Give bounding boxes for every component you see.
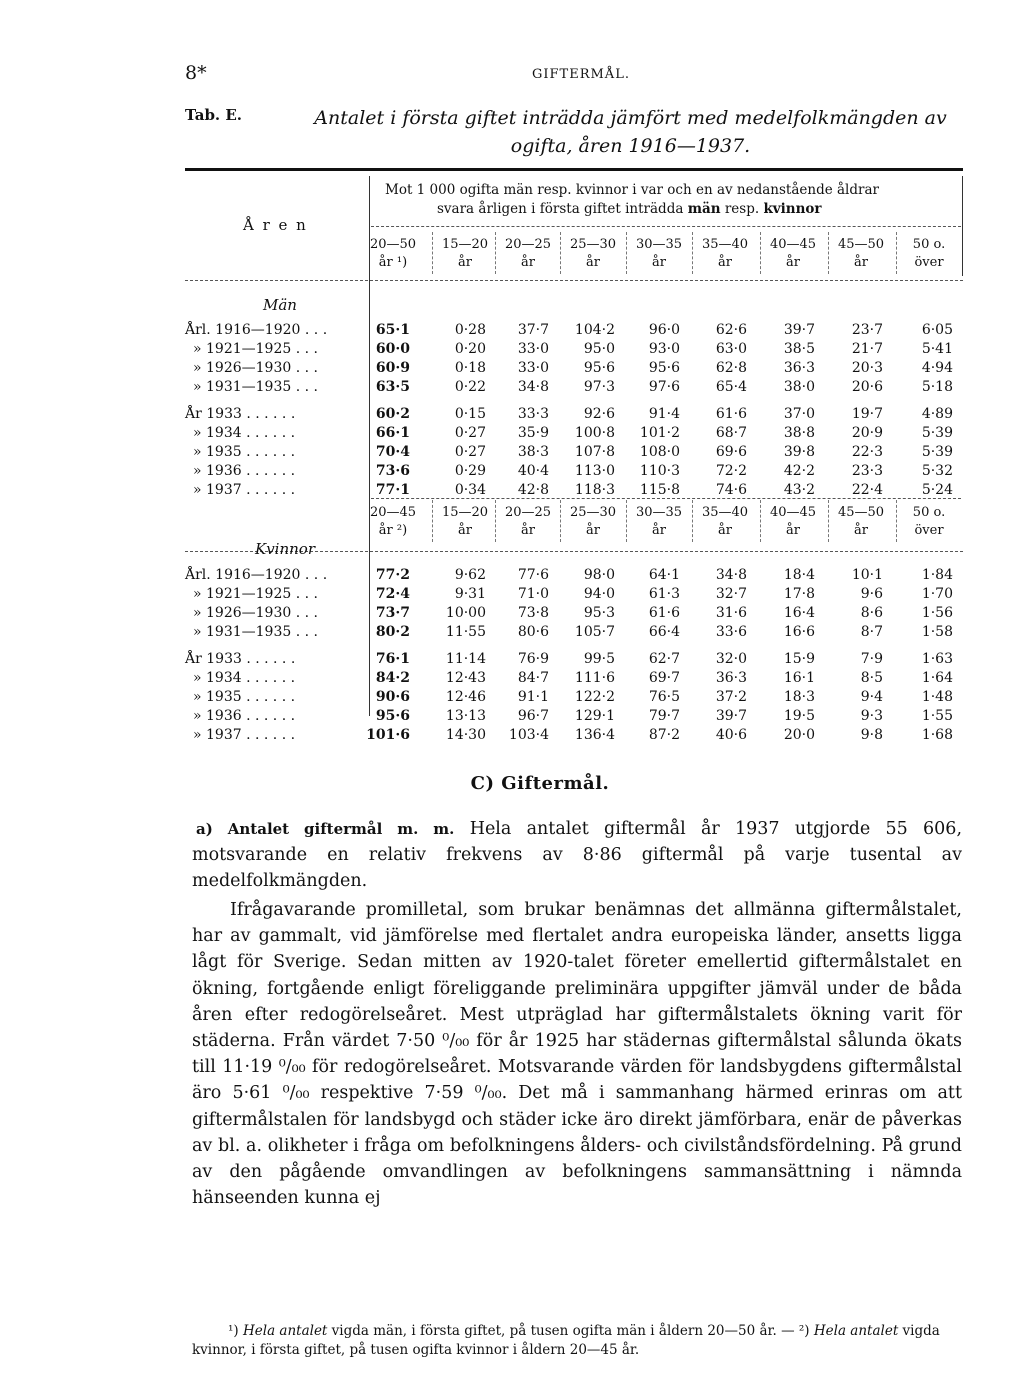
men-cell: 5·24 bbox=[921, 482, 953, 498]
women-col-header-4 bbox=[627, 504, 691, 540]
women-col-separator bbox=[495, 500, 496, 542]
women-cell: 12·46 bbox=[445, 689, 486, 705]
men-cell: 96·0 bbox=[648, 322, 680, 338]
men-col-header-2 bbox=[496, 236, 560, 272]
women-col-header-unit: år bbox=[718, 523, 732, 538]
women-cell: 16·6 bbox=[783, 624, 815, 640]
women-cell: 40·6 bbox=[715, 727, 747, 743]
women-cell: 33·6 bbox=[715, 624, 747, 640]
men-cell: 23·3 bbox=[851, 463, 883, 479]
women-cell: 122·2 bbox=[574, 689, 615, 705]
women-cell: 9·62 bbox=[454, 567, 486, 583]
women-cell: 1·48 bbox=[921, 689, 953, 705]
women-col-header-unit: år bbox=[652, 523, 666, 538]
men-cell: 104·2 bbox=[574, 322, 615, 338]
men-col-separator bbox=[626, 232, 627, 274]
men-row-label: » 1921—1925 . . . bbox=[193, 341, 318, 357]
footnote-2-marker: ²) bbox=[798, 1323, 810, 1339]
men-col-separator bbox=[760, 232, 761, 274]
women-col-header-unit: år bbox=[458, 523, 472, 538]
table-title-line-1: Antalet i första giftet inträdda jämfört med medelfolkmängden av bbox=[314, 107, 947, 129]
men-cell: 65·1 bbox=[375, 322, 410, 338]
men-cell: 60·9 bbox=[375, 360, 410, 376]
men-cell: 21·7 bbox=[851, 341, 883, 357]
women-cell: 77·6 bbox=[517, 567, 549, 583]
men-cell: 6·05 bbox=[921, 322, 953, 338]
women-cell: 80·6 bbox=[517, 624, 549, 640]
men-col-header-8 bbox=[897, 236, 961, 272]
men-cell: 20·3 bbox=[851, 360, 883, 376]
men-cell: 39·8 bbox=[783, 444, 815, 460]
men-cell: 35·9 bbox=[517, 425, 549, 441]
men-cell: 5·39 bbox=[921, 444, 953, 460]
men-cell: 97·6 bbox=[648, 379, 680, 395]
men-cell: 0·15 bbox=[454, 406, 486, 422]
women-cell: 11·14 bbox=[445, 651, 486, 667]
women-cell: 1·56 bbox=[921, 605, 953, 621]
women-cell: 36·3 bbox=[715, 670, 747, 686]
women-cell: 17·8 bbox=[783, 586, 815, 602]
women-col-header-unit: år bbox=[854, 523, 868, 538]
women-col-header-range: 25—30 bbox=[569, 505, 617, 520]
paragraph-1-text: Hela antalet giftermål år 1937 utgjorde 55 606, motsvarande en relativ frekvens av 8·86 giftermål på varje tusental av medelfolkmängden. bbox=[192, 819, 963, 892]
women-cell: 16·4 bbox=[783, 605, 815, 621]
data-table bbox=[185, 168, 963, 743]
table-title bbox=[298, 104, 963, 160]
men-cell: 33·0 bbox=[517, 341, 549, 357]
group-header-line-1: Mot 1 000 ogifta män resp. kvinnor i var och en av nedanstående åldrar bbox=[385, 182, 879, 198]
men-cell: 62·6 bbox=[715, 322, 747, 338]
men-cell: 93·0 bbox=[648, 341, 680, 357]
women-cell: 31·6 bbox=[715, 605, 747, 621]
women-cell: 84·7 bbox=[517, 670, 549, 686]
women-cell: 1·70 bbox=[921, 586, 953, 602]
women-cell: 90·6 bbox=[375, 689, 410, 705]
men-cell: 118·3 bbox=[574, 482, 615, 498]
women-cell: 98·0 bbox=[583, 567, 615, 583]
men-cell: 68·7 bbox=[715, 425, 747, 441]
women-cell: 80·2 bbox=[375, 624, 410, 640]
women-cell: 20·0 bbox=[783, 727, 815, 743]
group-header-line-2 bbox=[437, 201, 822, 217]
men-row-label: » 1937 . . . . . . bbox=[193, 482, 296, 498]
men-cell: 91·4 bbox=[648, 406, 680, 422]
women-cell: 10·00 bbox=[445, 605, 486, 621]
stub-header: Å r e n bbox=[243, 216, 308, 234]
women-col-header-7 bbox=[829, 504, 893, 540]
men-col-header-range: 35—40 bbox=[701, 237, 749, 252]
women-col-separator bbox=[432, 500, 433, 542]
women-cell: 111·6 bbox=[574, 670, 615, 686]
women-cell: 13·13 bbox=[445, 708, 486, 724]
men-col-header-unit: år ¹) bbox=[378, 255, 408, 270]
women-cell: 37·2 bbox=[715, 689, 747, 705]
women-col-header-unit: år ²) bbox=[378, 523, 408, 538]
women-col-header-1 bbox=[433, 504, 497, 540]
women-cell: 19·5 bbox=[783, 708, 815, 724]
women-cell: 9·3 bbox=[860, 708, 883, 724]
men-col-header-range: 45—50 bbox=[837, 237, 885, 252]
men-col-header-5 bbox=[693, 236, 757, 272]
table-top-rule bbox=[185, 168, 963, 171]
women-cell: 11·55 bbox=[445, 624, 486, 640]
women-cell: 1·55 bbox=[921, 708, 953, 724]
women-cell: 1·63 bbox=[921, 651, 953, 667]
women-col-header-5 bbox=[693, 504, 757, 540]
section-title: C) Giftermål. bbox=[470, 773, 610, 794]
group-header-men: män bbox=[687, 201, 721, 217]
women-cell: 61·3 bbox=[648, 586, 680, 602]
men-col-header-unit: år bbox=[652, 255, 666, 270]
men-section-label: Män bbox=[263, 296, 297, 314]
women-col-header-range: 45—50 bbox=[837, 505, 885, 520]
women-row-label: Årl. 1916—1920 . . . bbox=[185, 567, 328, 583]
women-cell: 1·64 bbox=[921, 670, 953, 686]
men-cell: 0·29 bbox=[454, 463, 486, 479]
women-cell: 71·0 bbox=[517, 586, 549, 602]
footnote-1-italic: Hela antalet bbox=[242, 1323, 328, 1339]
women-row-label: » 1926—1930 . . . bbox=[193, 605, 318, 621]
men-cell: 5·32 bbox=[921, 463, 953, 479]
men-cell: 34·8 bbox=[517, 379, 549, 395]
men-col-separator bbox=[432, 232, 433, 274]
men-cell: 0·27 bbox=[454, 425, 486, 441]
women-cell: 39·7 bbox=[715, 708, 747, 724]
men-col-header-unit: år bbox=[521, 255, 535, 270]
men-cell: 0·34 bbox=[454, 482, 486, 498]
men-cell: 38·3 bbox=[517, 444, 549, 460]
women-col-header-2 bbox=[496, 504, 560, 540]
women-cell: 10·1 bbox=[851, 567, 883, 583]
men-cell: 37·0 bbox=[783, 406, 815, 422]
men-cell: 5·41 bbox=[921, 341, 953, 357]
men-col-header-range: 20—25 bbox=[504, 237, 552, 252]
men-cell: 36·3 bbox=[783, 360, 815, 376]
women-cell: 9·6 bbox=[860, 586, 883, 602]
women-col-header-range: 50 o. bbox=[912, 505, 946, 520]
men-cell: 0·27 bbox=[454, 444, 486, 460]
women-cell: 76·1 bbox=[375, 651, 410, 667]
men-cell: 100·8 bbox=[574, 425, 615, 441]
women-cell: 62·7 bbox=[648, 651, 680, 667]
men-cell: 42·8 bbox=[517, 482, 549, 498]
men-col-header-unit: år bbox=[586, 255, 600, 270]
men-cell: 115·8 bbox=[639, 482, 680, 498]
men-row-label: » 1934 . . . . . . bbox=[193, 425, 296, 441]
men-cell: 0·18 bbox=[454, 360, 486, 376]
women-row-label: » 1935 . . . . . . bbox=[193, 689, 296, 705]
women-col-header-unit: år bbox=[521, 523, 535, 538]
men-cell: 62·8 bbox=[715, 360, 747, 376]
men-cell: 0·20 bbox=[454, 341, 486, 357]
men-cell: 42·2 bbox=[783, 463, 815, 479]
women-col-header-range: 35—40 bbox=[701, 505, 749, 520]
women-cell: 18·4 bbox=[783, 567, 815, 583]
men-cell: 33·3 bbox=[517, 406, 549, 422]
men-cell: 74·6 bbox=[715, 482, 747, 498]
men-col-header-range: 50 o. bbox=[912, 237, 946, 252]
men-cell: 5·18 bbox=[921, 379, 953, 395]
women-col-separator bbox=[692, 500, 693, 542]
women-cell: 105·7 bbox=[574, 624, 615, 640]
women-cell: 136·4 bbox=[574, 727, 615, 743]
women-col-header-8 bbox=[897, 504, 961, 540]
women-cell: 84·2 bbox=[375, 670, 410, 686]
men-col-header-unit: över bbox=[914, 255, 944, 270]
paragraph-1 bbox=[192, 816, 962, 895]
women-cell: 16·1 bbox=[783, 670, 815, 686]
men-row-label: » 1926—1930 . . . bbox=[193, 360, 318, 376]
men-cell: 19·7 bbox=[851, 406, 883, 422]
women-col-header-range: 30—35 bbox=[635, 505, 683, 520]
women-cell: 15·9 bbox=[783, 651, 815, 667]
women-cell: 76·5 bbox=[648, 689, 680, 705]
men-cell: 0·28 bbox=[454, 322, 486, 338]
men-col-header-7 bbox=[829, 236, 893, 272]
men-cell: 23·7 bbox=[851, 322, 883, 338]
women-cell: 94·0 bbox=[583, 586, 615, 602]
men-cell: 77·1 bbox=[375, 482, 410, 498]
women-cell: 66·4 bbox=[648, 624, 680, 640]
paragraph-1-lead: a) Antalet giftermål m. m. bbox=[196, 820, 455, 838]
women-cell: 61·6 bbox=[648, 605, 680, 621]
women-cell: 96·7 bbox=[517, 708, 549, 724]
men-row-label: År 1933 . . . . . . bbox=[185, 406, 296, 422]
footnote-2-text: vigda kvinnor, i första giftet, på tusen ogifta kvinnor i åldern 20—45 år. bbox=[192, 1323, 940, 1358]
page-number: 8* bbox=[185, 62, 207, 84]
footnote-1-marker: ¹) bbox=[228, 1323, 239, 1339]
right-border bbox=[962, 176, 963, 276]
men-cell: 43·2 bbox=[783, 482, 815, 498]
women-col-separator bbox=[626, 500, 627, 542]
women-row-label: » 1921—1925 . . . bbox=[193, 586, 318, 602]
women-col-header-range: 20—25 bbox=[504, 505, 552, 520]
men-col-header-unit: år bbox=[854, 255, 868, 270]
men-row-label: » 1936 . . . . . . bbox=[193, 463, 296, 479]
men-col-header-range: 15—20 bbox=[441, 237, 489, 252]
table-title-line-2: ogifta, åren 1916—1937. bbox=[510, 135, 751, 157]
group-header-mid: resp. bbox=[724, 201, 760, 217]
men-col-separator bbox=[828, 232, 829, 274]
group-header-rule bbox=[371, 226, 961, 227]
women-cell: 1·84 bbox=[921, 567, 953, 583]
women-cell: 79·7 bbox=[648, 708, 680, 724]
men-col-header-unit: år bbox=[718, 255, 732, 270]
men-row-label: » 1931—1935 . . . bbox=[193, 379, 318, 395]
men-cell: 0·22 bbox=[454, 379, 486, 395]
women-row-label: » 1931—1935 . . . bbox=[193, 624, 318, 640]
women-row-label: » 1937 . . . . . . bbox=[193, 727, 296, 743]
men-cell: 113·0 bbox=[574, 463, 615, 479]
footnote-2-italic: Hela antalet bbox=[813, 1323, 899, 1339]
men-col-header-1 bbox=[433, 236, 497, 272]
men-cell: 108·0 bbox=[639, 444, 680, 460]
women-section-label: Kvinnor bbox=[255, 540, 315, 558]
women-cell: 8·5 bbox=[860, 670, 883, 686]
women-col-separator bbox=[760, 500, 761, 542]
men-col-header-unit: år bbox=[786, 255, 800, 270]
women-cell: 32·0 bbox=[715, 651, 747, 667]
women-row-label: » 1936 . . . . . . bbox=[193, 708, 296, 724]
group-header-pre: svara årligen i första giftet inträdda bbox=[437, 201, 684, 217]
women-cell: 73·7 bbox=[375, 605, 410, 621]
women-cell: 32·7 bbox=[715, 586, 747, 602]
men-col-header-range: 25—30 bbox=[569, 237, 617, 252]
women-cell: 95·6 bbox=[375, 708, 410, 724]
women-cell: 9·4 bbox=[860, 689, 883, 705]
women-col-separator bbox=[560, 500, 561, 542]
men-cell: 60·0 bbox=[375, 341, 410, 357]
women-cell: 8·6 bbox=[860, 605, 883, 621]
men-cell: 38·8 bbox=[783, 425, 815, 441]
men-cell: 4·89 bbox=[921, 406, 953, 422]
women-col-header-0 bbox=[361, 504, 425, 540]
men-col-separator bbox=[692, 232, 693, 274]
table-label: Tab. E. bbox=[185, 106, 243, 124]
women-col-header-unit: år bbox=[786, 523, 800, 538]
men-cell: 72·2 bbox=[715, 463, 747, 479]
paragraph-2: Ifrågavarande promilletal, som brukar benämnas det allmänna giftermålstalet, har av gammalt, vid jämförelse med flertalet andra europeiska länder, ansetts ligga lågt för Sverige. Sedan mitten av 1920-talet företer emellertid giftermålstalet en ökning, fortgående enligt föreliggande preliminära uppgifter jämväl under de båda åren efter redogörelseåret. Mest utpräglad har giftermålstalets ökning varit för städerna. Från värdet 7·50 ⁰/₀₀ för år 1925 har städernas giftermålstal sålunda ökats till 11·19 ⁰/₀₀ för redogörelseåret. Motsvarande värden för landsbygdens giftermålstal äro 5·61 ⁰/₀₀ respektive 7·59 ⁰/₀₀. Det må i sammanhang härmed erinras om att giftermålstalen för landsbygd och städer icke äro direkt jämförbara, enär de påverkas av bl. a. olikheter i fråga om befolkningens ålders- och civilståndsfördelning. På grund av den pågående omvandlingen av befolkningens sammansättning i nämnda hänseenden kunna ej bbox=[192, 900, 962, 1209]
men-col-separator bbox=[560, 232, 561, 274]
men-cell: 95·0 bbox=[583, 341, 615, 357]
men-col-header-6 bbox=[761, 236, 825, 272]
men-cell: 63·0 bbox=[715, 341, 747, 357]
group-header-women: kvinnor bbox=[763, 201, 822, 217]
running-title: GIFTERMÅL. bbox=[532, 67, 630, 82]
men-cell: 20·6 bbox=[851, 379, 883, 395]
women-cell: 69·7 bbox=[648, 670, 680, 686]
men-row-label: » 1935 . . . . . . bbox=[193, 444, 296, 460]
footnotes bbox=[192, 1322, 962, 1360]
women-cell: 64·1 bbox=[648, 567, 680, 583]
men-col-header-range: 20—50 bbox=[369, 237, 417, 252]
women-cell: 7·9 bbox=[860, 651, 883, 667]
women-cell: 1·68 bbox=[921, 727, 953, 743]
men-cell: 63·5 bbox=[375, 379, 410, 395]
men-col-header-range: 30—35 bbox=[635, 237, 683, 252]
women-cell: 12·43 bbox=[445, 670, 486, 686]
men-row-label: Årl. 1916—1920 . . . bbox=[185, 322, 328, 338]
women-cell: 9·31 bbox=[454, 586, 486, 602]
women-col-header-unit: över bbox=[914, 523, 944, 538]
women-col-separator bbox=[828, 500, 829, 542]
women-cell: 77·2 bbox=[375, 567, 410, 583]
men-cell: 61·6 bbox=[715, 406, 747, 422]
men-cell: 92·6 bbox=[583, 406, 615, 422]
women-cell: 101·6 bbox=[366, 727, 410, 743]
men-col-header-3 bbox=[561, 236, 625, 272]
women-cell: 95·3 bbox=[583, 605, 615, 621]
men-cell: 65·4 bbox=[715, 379, 747, 395]
women-cell: 99·5 bbox=[583, 651, 615, 667]
men-cell: 40·4 bbox=[517, 463, 549, 479]
women-cell: 72·4 bbox=[375, 586, 410, 602]
women-cell: 91·1 bbox=[517, 689, 549, 705]
women-cell: 18·3 bbox=[783, 689, 815, 705]
men-col-separator bbox=[896, 232, 897, 274]
men-cell: 60·2 bbox=[375, 406, 410, 422]
women-header-top-rule bbox=[371, 498, 961, 499]
women-cell: 1·58 bbox=[921, 624, 953, 640]
men-cell: 22·4 bbox=[851, 482, 883, 498]
women-cell: 8·7 bbox=[860, 624, 883, 640]
women-col-header-unit: år bbox=[586, 523, 600, 538]
men-cell: 39·7 bbox=[783, 322, 815, 338]
women-cell: 9·8 bbox=[860, 727, 883, 743]
men-cell: 66·1 bbox=[375, 425, 410, 441]
men-cell: 95·6 bbox=[583, 360, 615, 376]
women-row-label: År 1933 . . . . . . bbox=[185, 651, 296, 667]
men-col-header-range: 40—45 bbox=[769, 237, 817, 252]
men-col-header-0 bbox=[361, 236, 425, 272]
men-cell: 37·7 bbox=[517, 322, 549, 338]
women-cell: 103·4 bbox=[508, 727, 549, 743]
men-cell: 70·4 bbox=[375, 444, 410, 460]
men-cell: 110·3 bbox=[639, 463, 680, 479]
men-cell: 4·94 bbox=[921, 360, 953, 376]
women-col-header-range: 15—20 bbox=[441, 505, 489, 520]
women-cell: 76·9 bbox=[517, 651, 549, 667]
men-cell: 73·6 bbox=[375, 463, 410, 479]
men-cell: 69·6 bbox=[715, 444, 747, 460]
men-cell: 97·3 bbox=[583, 379, 615, 395]
men-cell: 5·39 bbox=[921, 425, 953, 441]
men-cell: 101·2 bbox=[639, 425, 680, 441]
men-cell: 107·8 bbox=[574, 444, 615, 460]
men-col-header-4 bbox=[627, 236, 691, 272]
women-cell: 87·2 bbox=[648, 727, 680, 743]
header-bottom-rule bbox=[185, 280, 963, 281]
women-col-header-range: 20—45 bbox=[369, 505, 417, 520]
women-cell: 14·30 bbox=[445, 727, 486, 743]
men-cell: 20·9 bbox=[851, 425, 883, 441]
women-col-header-3 bbox=[561, 504, 625, 540]
women-cell: 73·8 bbox=[517, 605, 549, 621]
men-cell: 38·0 bbox=[783, 379, 815, 395]
men-cell: 33·0 bbox=[517, 360, 549, 376]
men-cell: 22·3 bbox=[851, 444, 883, 460]
women-col-header-6 bbox=[761, 504, 825, 540]
women-cell: 34·8 bbox=[715, 567, 747, 583]
footnote-1-text: vigda män, i första giftet, på tusen ogifta män i åldern 20—50 år. — bbox=[331, 1323, 795, 1339]
women-cell: 129·1 bbox=[574, 708, 615, 724]
men-cell: 95·6 bbox=[648, 360, 680, 376]
women-col-header-range: 40—45 bbox=[769, 505, 817, 520]
women-row-label: » 1934 . . . . . . bbox=[193, 670, 296, 686]
men-col-header-unit: år bbox=[458, 255, 472, 270]
men-col-separator bbox=[495, 232, 496, 274]
women-col-separator bbox=[896, 500, 897, 542]
men-cell: 38·5 bbox=[783, 341, 815, 357]
